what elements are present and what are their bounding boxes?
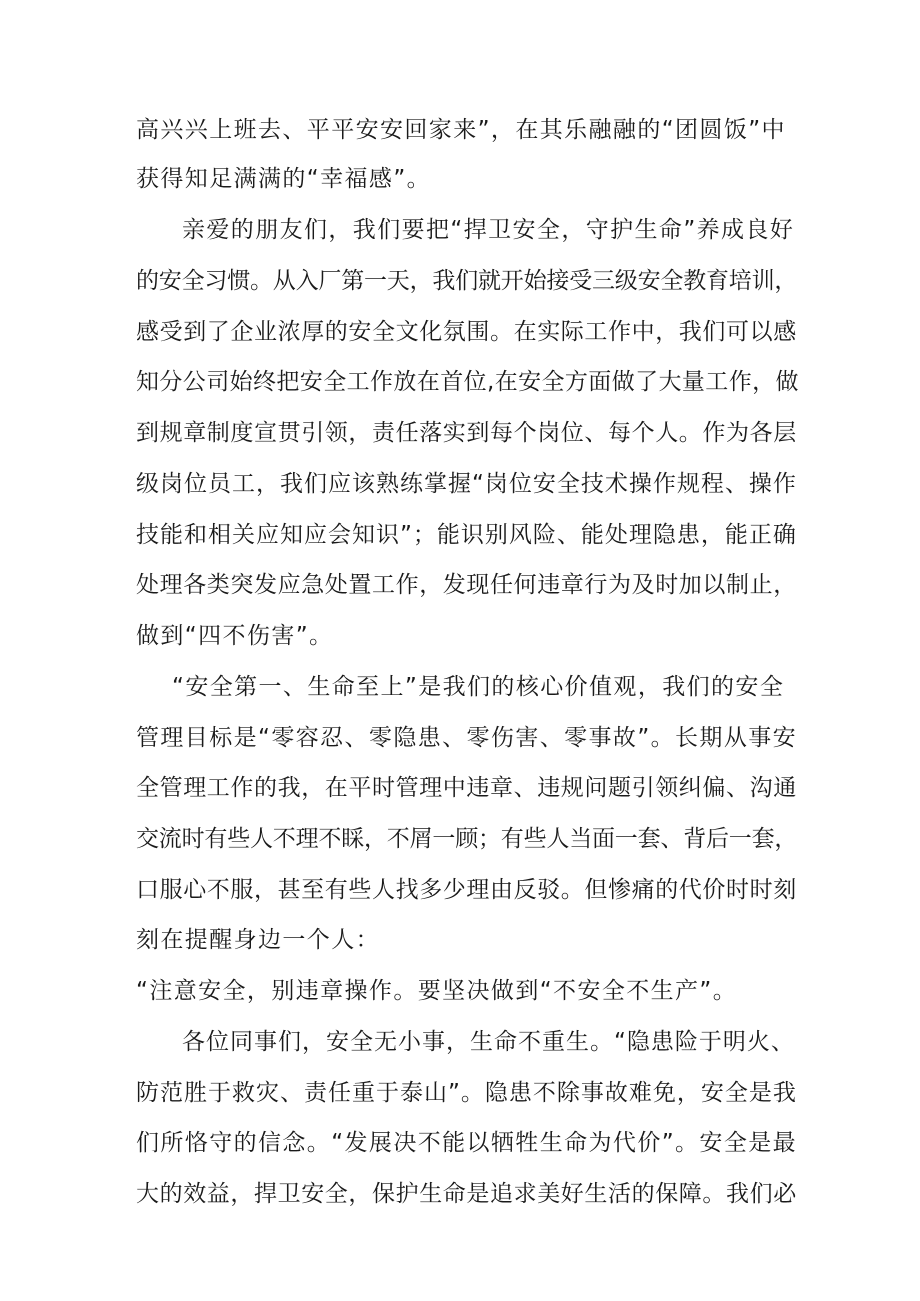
text-line-10: 处理各类突发应急处置工作，发现任何违章行为及时加以制止， <box>136 572 797 598</box>
text-line-1: 高兴兴上班去、平平安安回家来”，在其乐融融的“团圆饭”中 <box>136 117 786 143</box>
text-line-2: 获得知足满满的“幸福感”。 <box>136 166 432 192</box>
text-line-21: 们所恪守的信念。“发展决不能以牺牲生命为代价”。安全是最 <box>136 1130 798 1156</box>
text-line-14: 全管理工作的我，在平时管理中违章、违规问题引领纠偏、沟通 <box>136 775 797 801</box>
text-line-22: 大的效益，捍卫安全，保护生命是追求美好生活的保障。我们必 <box>136 1181 797 1207</box>
text-line-13: 管理目标是“零容忍、零隐患、零伤害、零事故”。长期从事安 <box>136 725 798 751</box>
text-line-17: 刻在提醒身边一个人： <box>136 927 380 953</box>
text-line-18: “注意安全，别违章操作。要坚决做到“不安全不生产”。 <box>136 978 738 1004</box>
text-line-7: 到规章制度宣贯引领，责任落实到每个岗位、每个人。作为各层 <box>136 420 797 446</box>
text-line-19: 各位同事们，安全无小事，生命不重生。“隐患险于明火、 <box>182 1029 795 1055</box>
text-line-8: 级岗位员工，我们应该熟练掌握“岗位安全技术操作规程、操作 <box>136 471 797 497</box>
text-line-3: 亲爱的朋友们，我们要把“捍卫安全，守护生命”养成良好 <box>182 217 795 243</box>
text-line-4: 的安全习惯。从入厂第一天，我们就开始接受三级安全教育培训， <box>136 268 798 294</box>
text-line-6: 知分公司始终把安全工作放在首位,在安全方面做了大量工作，做 <box>136 369 799 395</box>
text-line-12: “安全第一、生命至上”是我们的核心价值观，我们的安全 <box>172 674 785 700</box>
text-line-20: 防范胜于救灾、责任重于泰山”。隐患不除事故难免，安全是我 <box>136 1080 797 1106</box>
text-line-9: 技能和相关应知应会知识”；能识别风险、能处理隐患，能正确 <box>136 522 797 548</box>
text-line-5: 感受到了企业浓厚的安全文化氛围。在实际工作中，我们可以感 <box>136 319 797 345</box>
text-line-15: 交流时有些人不理不睬，不屑一顾；有些人当面一套、背后一套， <box>136 826 798 852</box>
text-line-16: 口服心不服，甚至有些人找多少理由反驳。但惨痛的代价时时刻 <box>136 877 797 903</box>
text-line-11: 做到“四不伤害”。 <box>136 623 334 649</box>
